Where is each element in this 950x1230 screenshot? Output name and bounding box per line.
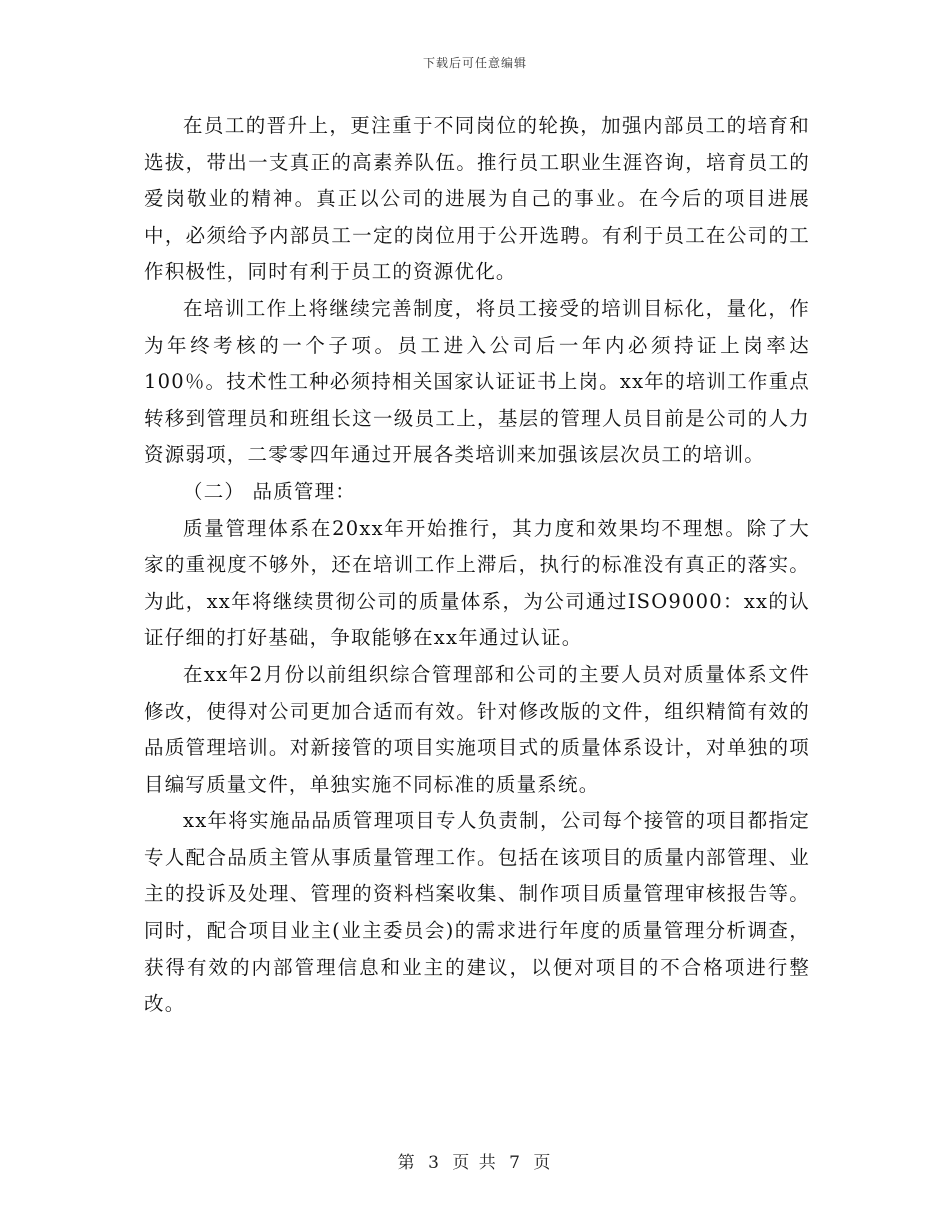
document-body (144, 108, 810, 1023)
paragraph-training: 在培训工作上将继续完善制度，将员工接受的培训目标化，量化，作为年终考核的一个子项。员工进入公司后一年内必须持证上岗率达100％。技术性工种必须持相关国家认证证书上岗。xx年的培训工作重点转移到管理员和班组长这一级员工上，基层的管理人员目前是公司的人力资源弱项，二零零四年通过开展各类培训来加强该层次员工的培训。 (144, 296, 810, 467)
footer-total-pages: 7 (509, 1153, 522, 1173)
footer-middle: 页 共 (452, 1153, 498, 1173)
page-footer (0, 1148, 950, 1173)
footer-suffix: 页 (533, 1153, 553, 1173)
footer-current-page: 3 (428, 1153, 441, 1173)
page-header: 下载后可任意编辑 (422, 56, 527, 70)
paragraph-project-responsibility: xx年将实施品品质管理项目专人负责制，公司每个接管的项目都指定专人配合品质主管从事质量管理工作。包括在该项目的质量内部管理、业主的投诉及处理、管理的资料档案收集、制作项目质量管理审核报告等。同时，配合项目业主(业主委员会)的需求进行年度的质量管理分析调查，获得有效的内部管理信息和业主的建议，以便对项目的不合格项进行整改。 (144, 809, 810, 1016)
footer-prefix: 第 (397, 1153, 417, 1173)
paragraph-promotion: 在员工的晋升上，更注重于不同岗位的轮换，加强内部员工的培育和选拔，带出一支真正的高素养队伍。推行员工职业生涯咨询，培育员工的爱岗敬业的精神。真正以公司的进展为自己的事业。在今后的项目进展中，必须给予内部员工一定的岗位用于公开选聘。有利于员工在公司的工作积极性，同时有利于员工的资源优化。 (144, 114, 810, 284)
paragraph-document-revision: 在xx年2月份以前组织综合管理部和公司的主要人员对质量体系文件修改，使得对公司更加合适而有效。针对修改版的文件，组织精简有效的品质管理培训。对新接管的项目实施项目式的质量体系设计，对单独的项目编写质量文件，单独实施不同标准的质量系统。 (144, 662, 810, 796)
paragraph-quality-system: 质量管理体系在20xx年开始推行，其力度和效果均不理想。除了大家的重视度不够外，还在培训工作上滞后，执行的标准没有真正的落实。为此，xx年将继续贯彻公司的质量体系，为公司通过ISO9000：xx的认证仔细的打好基础，争取能够在xx年通过认证。 (144, 516, 810, 650)
section-heading-quality: （二） 品质管理： (183, 479, 356, 503)
